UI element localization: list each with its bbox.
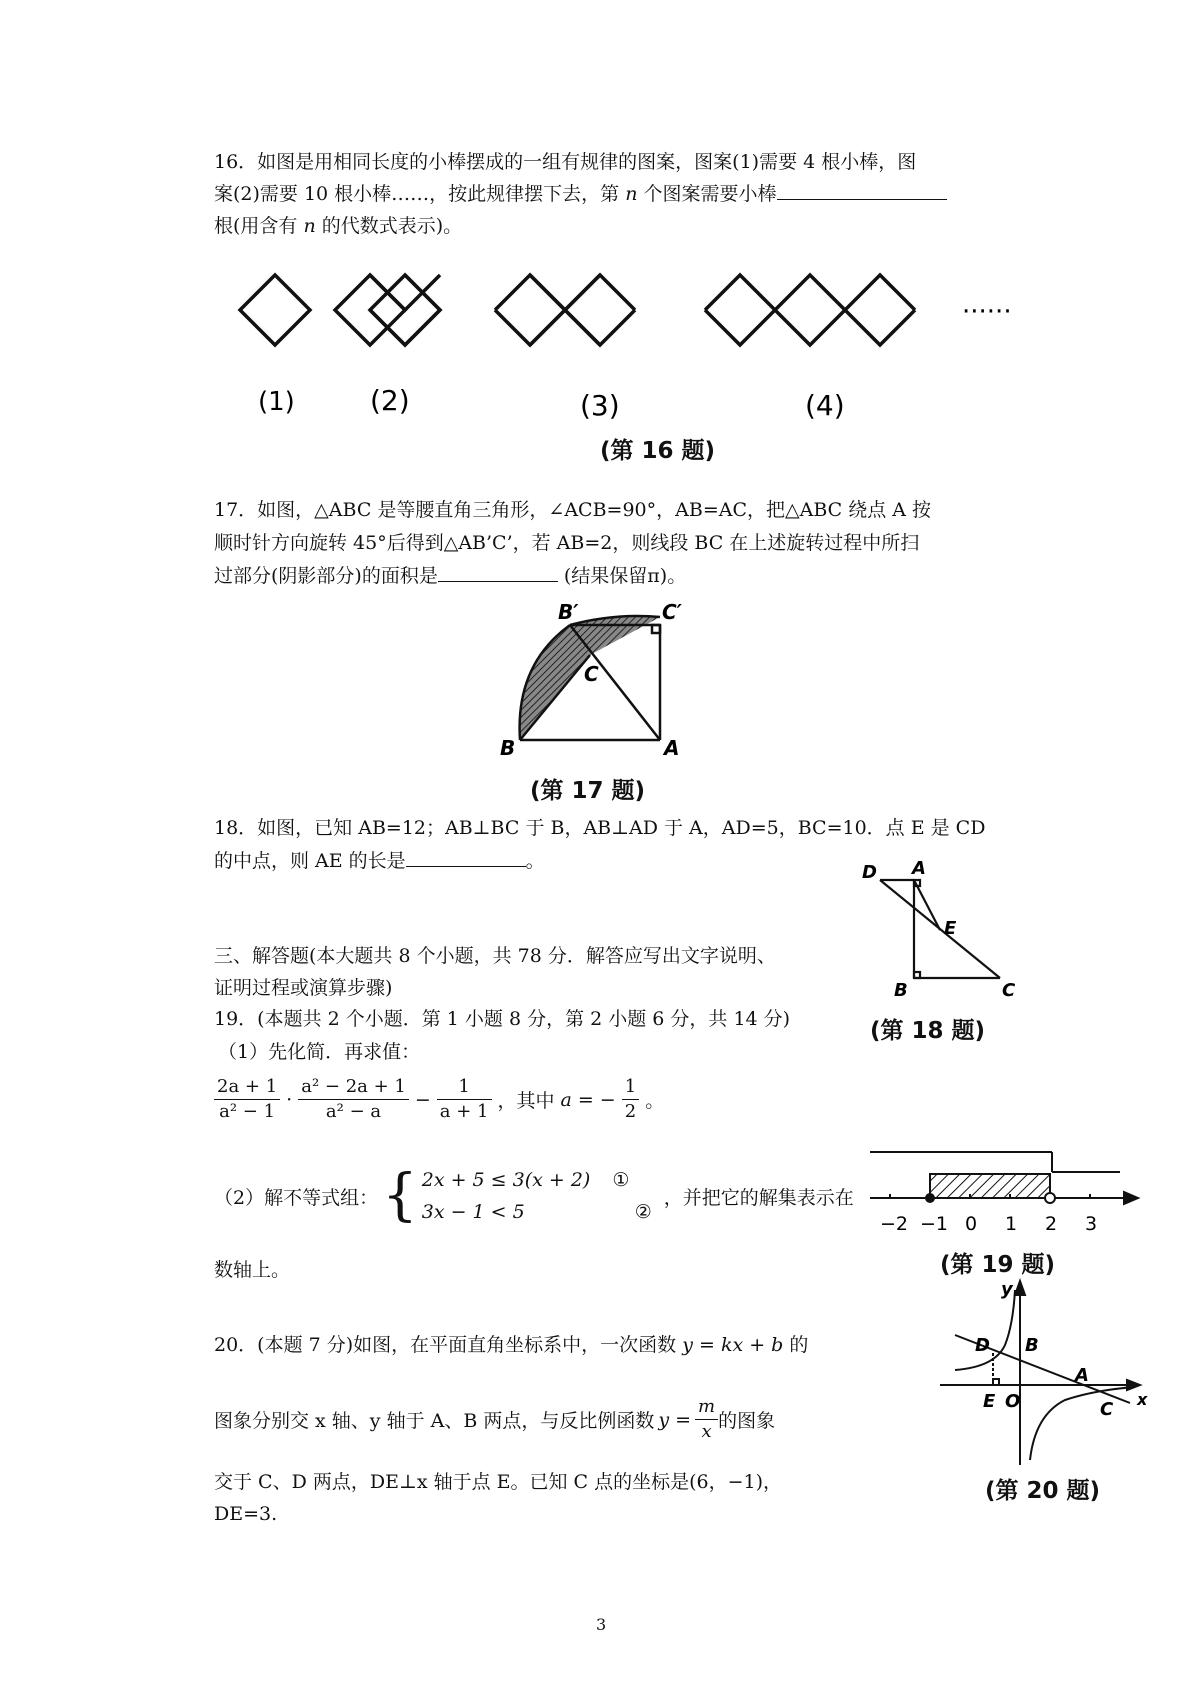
q17-figure bbox=[480, 595, 720, 770]
q19-tick--2: −2 bbox=[880, 1213, 909, 1235]
q17-answer-blank bbox=[438, 561, 558, 582]
section3-line1: 三、解答题(本大题共 8 个小题，共 78 分．解答应写出文字说明、 bbox=[214, 945, 776, 967]
q18-answer-blank bbox=[406, 846, 526, 867]
q19-frac3: $\frac{1}{a + 1}$ bbox=[437, 1075, 492, 1124]
q16-caption: (第 16 题) bbox=[600, 438, 716, 464]
q19-tick-3: 3 bbox=[1085, 1213, 1098, 1235]
q19-open-point bbox=[1045, 1193, 1055, 1203]
q20-line2: 图象分别交 x 轴、y 轴于 A、B 两点，与反比例函数 y = $\frac{m}{x}$ 的图象 bbox=[214, 1396, 776, 1442]
q20-line3: 交于 C、D 两点，DE⊥x 轴于点 E。已知 C 点的坐标是(6，−1)， bbox=[214, 1471, 783, 1493]
q16-line1: 16．如图是用相同长度的小棒摆成的一组有规律的图案，图案(1)需要 4 根小棒，图 bbox=[214, 151, 917, 173]
q19-tick-0: 0 bbox=[965, 1213, 978, 1235]
q20-label-A: A bbox=[1075, 1365, 1089, 1386]
q16-label-2: (2) bbox=[370, 384, 410, 417]
q16-line2: 案(2)需要 10 根小棒……，按此规律摆下去，第 n 个图案需要小棒 bbox=[214, 178, 947, 210]
q19-brace: { bbox=[382, 1163, 418, 1228]
q17-line3: 过部分(阴影部分)的面积是 (结果保留π)。 bbox=[214, 560, 686, 592]
q17-label-Cp: C′ bbox=[662, 600, 682, 624]
q20-line4: DE=3. bbox=[214, 1503, 278, 1525]
q16-pattern-3 bbox=[495, 275, 635, 380]
q20-label-E: E bbox=[983, 1391, 996, 1412]
q17-caption: (第 17 题) bbox=[530, 778, 646, 804]
q19-tick-1: 1 bbox=[1005, 1213, 1018, 1235]
q18-label-D: D bbox=[862, 862, 877, 883]
q17-label-Bp: B′ bbox=[558, 600, 579, 624]
q17-label-A: A bbox=[664, 736, 680, 760]
q20-label-y: y bbox=[1001, 1279, 1013, 1300]
q17-line2: 顺时针方向旋转 45°后得到△AB’C’，若 AB=2，则线段 BC 在上述旋转过程中所扫 bbox=[214, 532, 920, 554]
q20-caption: (第 20 题) bbox=[985, 1478, 1101, 1504]
q20-label-O: O bbox=[1005, 1391, 1021, 1412]
page-number: 3 bbox=[596, 1615, 607, 1634]
q16-label-3: (3) bbox=[580, 389, 620, 422]
q19-closed-point bbox=[925, 1193, 935, 1203]
q19-header: 19．(本题共 2 个小题．第 1 小题 8 分，第 2 小题 6 分，共 14 分) bbox=[214, 1008, 791, 1030]
q19-caption: (第 19 题) bbox=[940, 1252, 1056, 1278]
q19-part2-line2: 数轴上。 bbox=[214, 1259, 291, 1281]
q20-frac: $\frac{m}{x}$ bbox=[695, 1395, 718, 1444]
q17-label-B: B bbox=[500, 736, 516, 760]
q19-frac2: $\frac{\text{a² − 2a + 1}}{\text{a² − a}}$ bbox=[298, 1075, 409, 1124]
q19-frac1: $\frac{2a + 1}{\text{a² − 1}}$ bbox=[214, 1075, 280, 1124]
q18-label-A: A bbox=[912, 860, 926, 879]
q19-expression: $\frac{2a + 1}{\text{a² − 1}}$ · $\frac{\text{a² − 2a + 1}}{\text{a² − a}}$ − $\frac{1}{a + 1}$ ，其中 a = − $\frac{1}{2}$ 。 bbox=[214, 1075, 664, 1124]
q16-pattern-1 bbox=[240, 275, 310, 345]
q18-label-E: E bbox=[944, 918, 957, 939]
q16-ellipsis: ······ bbox=[962, 297, 1012, 327]
q20-label-x: x bbox=[1137, 1390, 1148, 1409]
q17-label-C: C bbox=[584, 662, 599, 686]
q20-figure bbox=[935, 1275, 1150, 1470]
q18-caption: (第 18 题) bbox=[870, 1018, 986, 1044]
q19-tick--1: −1 bbox=[920, 1213, 949, 1235]
q18-line1: 18．如图，已知 AB=12；AB⊥BC 于 B，AB⊥AD 于 A，AD=5，BC=10．点 E 是 CD bbox=[214, 817, 986, 839]
q19-part1: （1）先化简．再求值： bbox=[218, 1041, 421, 1063]
q20-line1: 20．(本题 7 分)如图，在平面直角坐标系中，一次函数 y = kx + b 的 bbox=[214, 1334, 809, 1356]
q16-answer-blank bbox=[777, 179, 947, 200]
q18-figure bbox=[850, 860, 1030, 1010]
q16-label-1: (1) bbox=[258, 387, 295, 417]
q16-pattern-4 bbox=[705, 275, 915, 345]
q19-part2: （2）解不等式组： { 2x + 5 ≤ 3(x + 2) ① 3x − 1 < 5 ② ，并把它的解集表示在 bbox=[214, 1163, 854, 1228]
q19-number-line bbox=[870, 1150, 1150, 1245]
q18-label-B: B bbox=[894, 980, 908, 1001]
q17-line1: 17．如图，△ABC 是等腰直角三角形，∠ACB=90°，AB=AC，把△ABC 绕点 A 按 bbox=[214, 499, 932, 521]
q18-line2: 的中点，则 AE 的长是 。 bbox=[214, 845, 545, 877]
q16-line3: 根(用含有 n 的代数式表示)。 bbox=[214, 215, 463, 237]
q18-label-C: C bbox=[1002, 980, 1016, 1001]
q19-frac4: $\frac{1}{2}$ bbox=[622, 1075, 639, 1124]
q20-label-D: D bbox=[975, 1335, 990, 1356]
q19-tick-2: 2 bbox=[1045, 1213, 1058, 1235]
q16-pattern-2 bbox=[335, 275, 440, 345]
q20-label-B: B bbox=[1025, 1335, 1039, 1356]
section3-line2: 证明过程或演算步骤) bbox=[214, 977, 393, 999]
q16-label-4: (4) bbox=[805, 389, 845, 422]
q17-shaded-left bbox=[520, 625, 590, 740]
q20-label-C: C bbox=[1100, 1399, 1114, 1420]
q16-figure bbox=[230, 270, 1130, 430]
